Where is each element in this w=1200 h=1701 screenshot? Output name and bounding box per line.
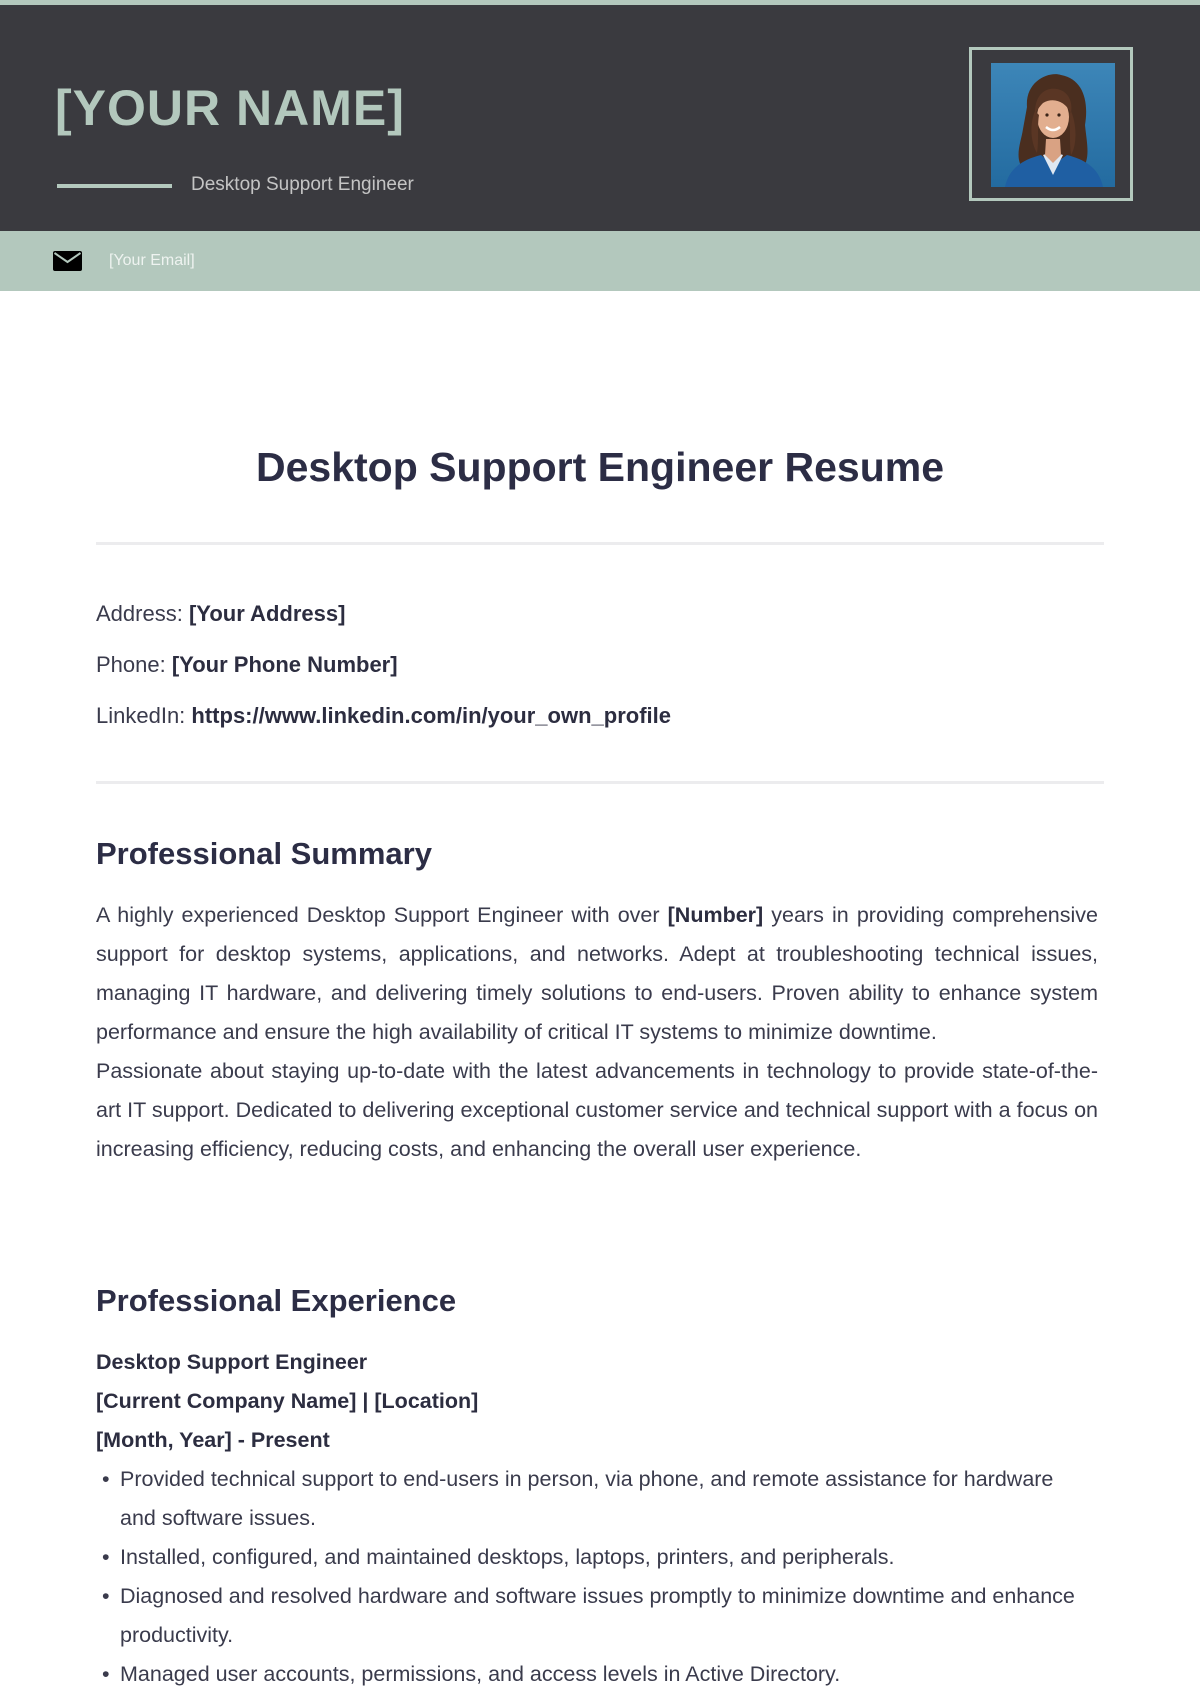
profile-photo-frame	[969, 47, 1133, 201]
experience-entry	[96, 1343, 1106, 1694]
linkedin-url[interactable]: https://www.linkedin.com/in/your_own_profile	[191, 703, 671, 728]
phone-value: [Your Phone Number]	[171, 652, 398, 677]
envelope-icon	[53, 251, 82, 271]
candidate-name: [YOUR NAME]	[55, 80, 405, 136]
linkedin-label: LinkedIn:	[96, 703, 186, 728]
professional-summary	[96, 896, 1098, 1169]
job-role: Desktop Support Engineer	[96, 1350, 368, 1374]
list-item: • Managed user accounts, permissions, and access levels in Active Directory.	[96, 1655, 1076, 1694]
job-title: Desktop Support Engineer	[191, 174, 414, 195]
address-value: [Your Address]	[188, 601, 346, 626]
divider	[96, 542, 1104, 545]
address-label: Address:	[96, 601, 183, 626]
address-line	[96, 601, 345, 627]
linkedin-line	[96, 703, 671, 729]
summary-text: years in providing comprehensive support for desktop systems, applications, and networks. Adept at troubleshooting technical issues, managing IT hardware, and delivering timely solutions to end-users. Proven ability to enhance system performance and ensure the high availability of critical IT systems to minimize downtime.	[96, 903, 1098, 1044]
responsibility-list	[96, 1460, 1076, 1694]
professional-summary-heading: Professional Summary	[96, 836, 432, 871]
list-item: • Installed, configured, and maintained desktops, laptops, printers, and peripherals.	[96, 1538, 1076, 1577]
list-item: • Diagnosed and resolved hardware and software issues promptly to minimize downtime and enhance productivity.	[96, 1577, 1076, 1655]
document-title: Desktop Support Engineer Resume	[255, 444, 944, 490]
resume-header	[0, 5, 1200, 231]
list-item: • Provided technical support to end-users in person, via phone, and remote assistance for hardware and software issues.	[96, 1460, 1076, 1538]
profile-photo	[991, 63, 1115, 187]
company-location: [Current Company Name] | [Location]	[96, 1389, 479, 1413]
summary-paragraph	[96, 896, 1098, 1052]
phone-line	[96, 652, 398, 678]
professional-experience-heading: Professional Experience	[96, 1283, 457, 1318]
profile-photo-illustration	[991, 63, 1115, 187]
years-placeholder: [Number]	[667, 903, 764, 927]
summary-text: A highly experienced Desktop Support Engineer with over	[96, 903, 668, 927]
job-dates: [Month, Year] - Present	[96, 1428, 330, 1452]
phone-label: Phone:	[96, 652, 166, 677]
summary-paragraph: Passionate about staying up-to-date with the latest advancements in technology to provide state-of-the-art IT support. Dedicated to delivering exceptional customer service and technical support with a focus on increasing efficiency, reducing costs, and enhancing the overall user experience.	[96, 1059, 1098, 1161]
divider	[96, 781, 1104, 784]
contact-bar	[0, 231, 1200, 291]
email-text: [Your Email]	[109, 252, 195, 269]
name-underline	[57, 184, 172, 188]
